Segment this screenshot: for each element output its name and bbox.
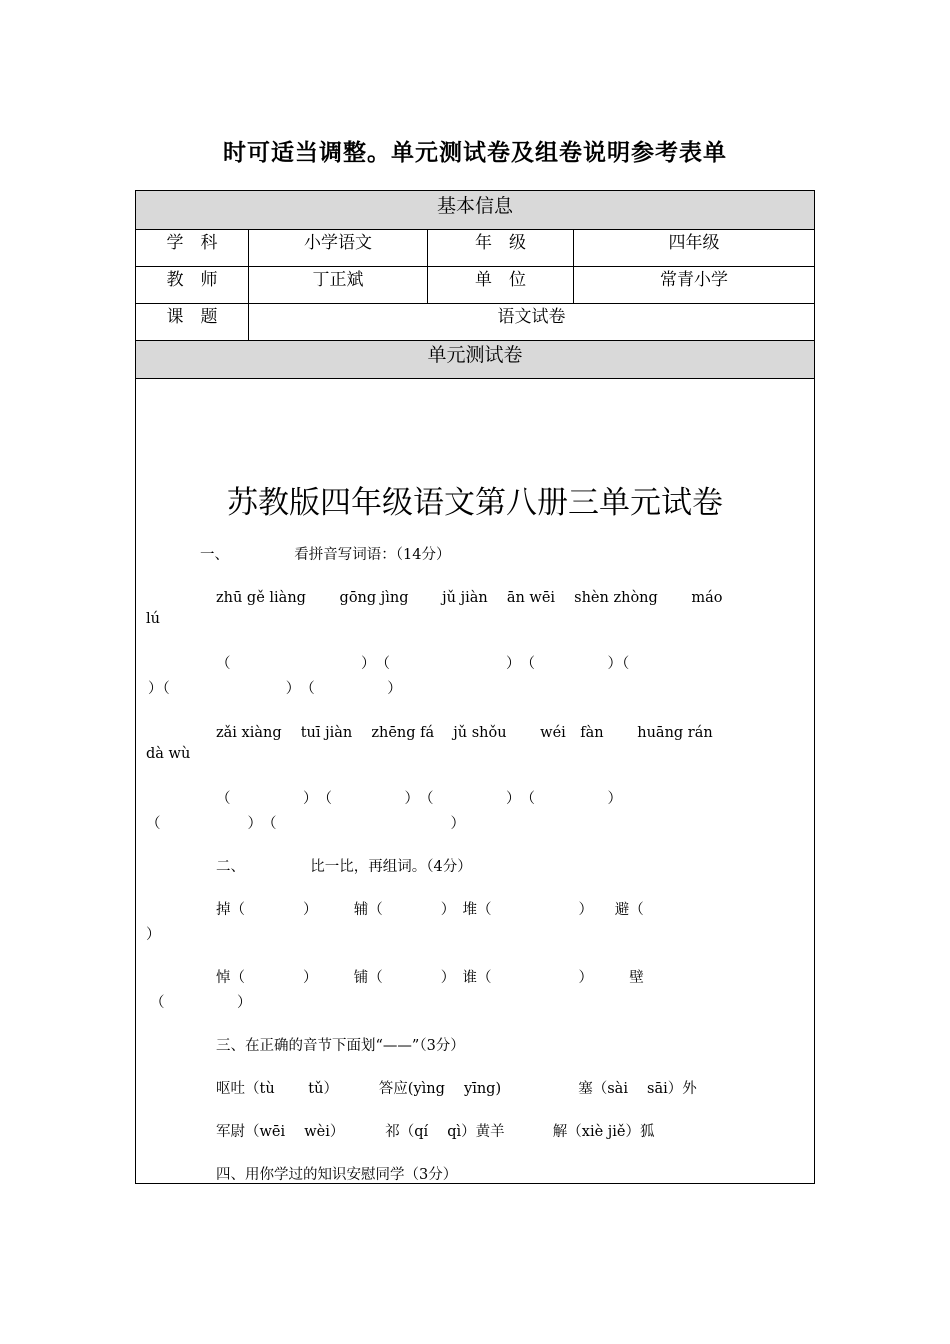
q2-line-wrap: （ ） (150, 995, 252, 1011)
topic-value: 语文试卷 (497, 307, 566, 327)
q1-header: 一、 看拼音写词语：（14分） (200, 547, 451, 563)
q1-blanks-line-wrap: ）（ ） （ ） (148, 681, 402, 697)
q2-line: 悼（ ） 铺（ ） 谁（ ） 壁 (216, 970, 644, 986)
q2-line: 掉（ ） 辅（ ） 堆（ ） 避（ (216, 902, 644, 918)
q3-header: 三、在正确的音节下面划“——”（3分） (216, 1038, 465, 1054)
q1-blanks-line: （ ） （ ） （ ） （ ） (216, 791, 622, 807)
teacher-row (136, 267, 814, 304)
q3-line: 军尉（wēi wèi） 祁（qí qì）黄羊 解（xiè jiě）狐 (216, 1124, 655, 1140)
page-title: 时可适当调整。单元测试卷及组卷说明参考表单 (223, 140, 727, 166)
subject-row (136, 230, 814, 267)
teacher-label: 教 师 (136, 267, 249, 303)
q1-blanks-line-wrap: （ ） （ ） (146, 816, 465, 832)
q1-pinyin-line: zhū gě liàng gōng jìng jǔ jiàn ān wēi shèn zhòng máo (216, 590, 723, 606)
q3-line: 呕吐（tù tǔ） 答应(yìng yīng) 塞（sài sāi）外 (216, 1081, 697, 1097)
q2-line-wrap: ） (146, 927, 161, 943)
unit-value: 常青小学 (660, 270, 728, 290)
exam-title: 苏教版四年级语文第八册三单元试卷 (227, 485, 723, 521)
q2-header: 二、 比一比，再组词。（4分） (216, 859, 472, 875)
exam-content (136, 379, 814, 1183)
grade-label: 年 级 (428, 230, 574, 266)
q1-pinyin-line-wrap: lú (146, 611, 160, 627)
unit-label: 单 位 (428, 267, 574, 303)
grade-value: 四年级 (668, 233, 720, 253)
basic-info-header: 基本信息 (436, 195, 513, 217)
info-table (135, 190, 815, 1184)
test-header-row (136, 341, 814, 379)
basic-info-header-row (136, 191, 814, 230)
test-header: 单元测试卷 (427, 344, 523, 366)
q1-pinyin-line-wrap: dà wù (146, 746, 191, 762)
topic-label: 课 题 (136, 304, 249, 340)
q4-header: 四、用你学过的知识安慰同学（3分） (216, 1167, 458, 1183)
subject-value: 小学语文 (249, 230, 428, 266)
topic-row (136, 304, 814, 341)
teacher-value: 丁正斌 (249, 267, 428, 303)
subject-label: 学 科 (136, 230, 249, 266)
q1-blanks-line: （ ） （ ） （ ）（ (216, 656, 630, 672)
q1-pinyin-line: zǎi xiàng tuī jiàn zhēng fá jǔ shǒu wéi fàn huāng rán (216, 725, 713, 741)
